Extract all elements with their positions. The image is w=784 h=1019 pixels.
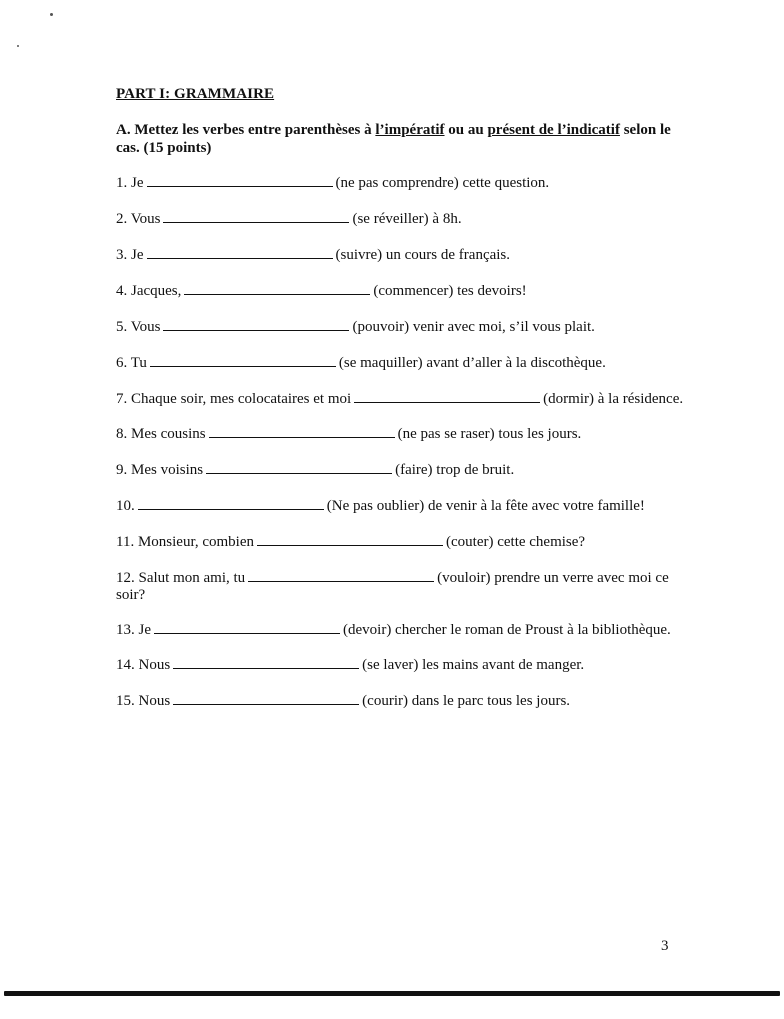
answer-blank[interactable] [257,533,443,546]
answer-blank[interactable] [209,425,395,438]
exercise-item [116,461,686,479]
item-verb-clue: (ne pas comprendre) cette question. [335,175,550,191]
item-verb-clue: (se réveiller) à 8h. [352,211,462,227]
answer-blank[interactable] [248,569,434,582]
item-verb-clue: (dormir) à la résidence. [543,391,684,407]
item-prompt: 14. Nous [116,657,171,673]
section-title: PART I: GRAMMAIRE [116,86,275,102]
item-verb-clue: (commencer) tes devoirs! [373,283,527,299]
item-verb-clue: (ne pas se raser) tous les jours. [397,426,582,442]
exercise-item [116,692,686,710]
answer-blank[interactable] [173,656,359,669]
item-prompt: 10. [116,498,135,514]
item-verb-clue: (couter) cette chemise? [446,534,586,550]
item-verb-clue: (se maquiller) avant d’aller à la discothèque. [338,355,606,371]
item-verb-clue: (vouloir) prendre un verre avec moi ce soir? [116,570,669,603]
instruction-suffix: selon le cas. (15 points) [116,122,671,156]
instruction-prefix: A. Mettez les verbes entre parenthèses à [116,122,376,138]
exercise-instruction [116,121,686,157]
exercise-item [116,210,686,228]
item-prompt: 11. Monsieur, combien [116,534,254,550]
item-prompt: 12. Salut mon ami, tu [116,570,246,586]
exercise-item [116,390,686,408]
item-prompt: 3. Je [116,247,144,263]
item-prompt: 8. Mes cousins [116,426,206,442]
answer-blank[interactable] [147,174,333,187]
answer-blank[interactable] [354,390,540,403]
item-prompt: 13. Je [116,622,151,638]
answer-blank[interactable] [147,246,333,259]
item-prompt: 15. Nous [116,693,171,709]
item-prompt: 5. Vous [116,319,161,335]
exercise-item [116,497,686,515]
item-prompt: 4. Jacques, [116,283,182,299]
exercise-list [116,174,686,710]
answer-blank[interactable] [154,621,340,634]
grammar-section [116,86,686,728]
exercise-item [116,533,686,551]
answer-blank[interactable] [138,497,324,510]
item-verb-clue: (pouvoir) venir avec moi, s’il vous plait. [352,319,595,335]
exercise-item [116,621,686,639]
item-prompt: 1. Je [116,175,144,191]
item-verb-clue: (courir) dans le parc tous les jours. [362,693,571,709]
exercise-item [116,282,686,300]
answer-blank[interactable] [150,354,336,367]
answer-blank[interactable] [173,692,359,705]
footer-rule [4,991,780,996]
item-verb-clue: (devoir) chercher le roman de Proust à la bibliothèque. [343,622,671,638]
instruction-middle: ou au [444,122,488,138]
exercise-item [116,246,686,264]
item-verb-clue: (Ne pas oublier) de venir à la fête avec votre famille! [326,498,645,514]
item-prompt: 6. Tu [116,355,147,371]
answer-blank[interactable] [184,282,370,295]
exercise-item [116,656,686,674]
exercise-item [116,425,686,443]
exercise-item [116,569,686,604]
answer-blank[interactable] [163,210,349,223]
item-verb-clue: (faire) trop de bruit. [395,462,515,478]
page-number: 3 [661,938,669,954]
item-prompt: 7. Chaque soir, mes colocataires et moi [116,391,352,407]
item-verb-clue: (se laver) les mains avant de manger. [362,657,585,673]
exercise-item [116,318,686,336]
scan-speck [17,45,19,47]
answer-blank[interactable] [163,318,349,331]
exercise-item [116,174,686,192]
exercise-item [116,354,686,372]
instruction-term-present: présent de l’indicatif [487,122,620,138]
item-prompt: 9. Mes voisins [116,462,204,478]
item-verb-clue: (suivre) un cours de français. [335,247,511,263]
answer-blank[interactable] [206,461,392,474]
instruction-term-imperatif: l’impératif [375,122,445,138]
item-prompt: 2. Vous [116,211,161,227]
scan-speck [50,13,53,16]
